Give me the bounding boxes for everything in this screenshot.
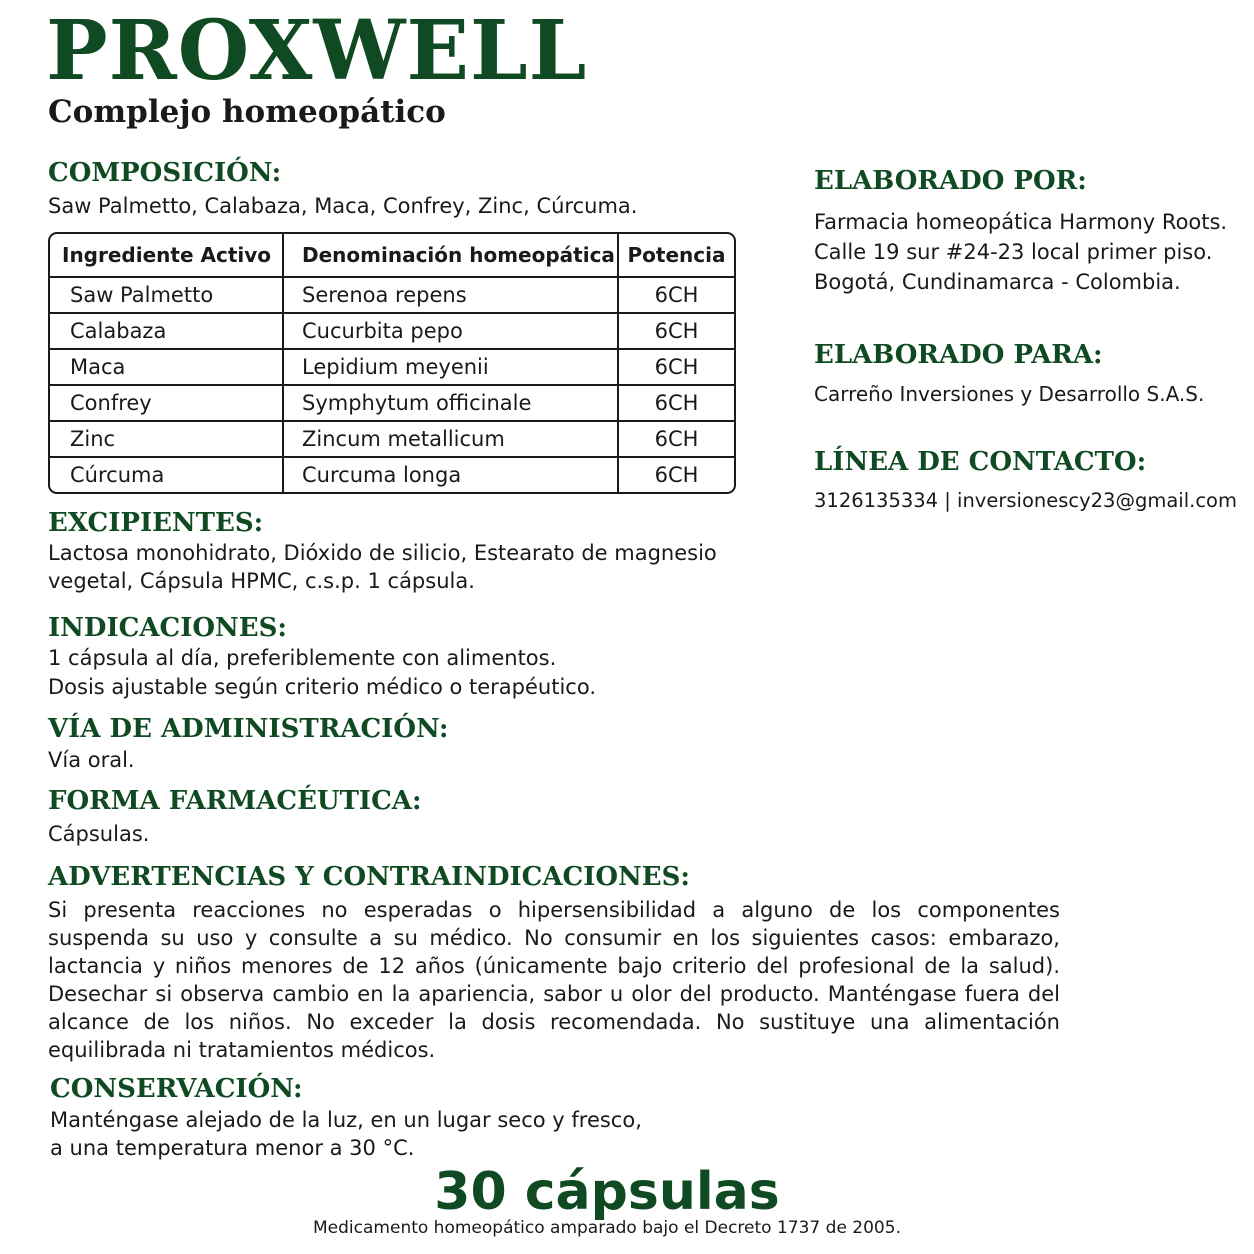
table-header-potency: Potencia	[619, 234, 734, 278]
ingredient-cell: Cúrcuma	[50, 458, 284, 492]
capsule-count: 30 cápsulas	[434, 1162, 780, 1222]
ingredients-table	[48, 232, 736, 494]
made-by-line-3: Bogotá, Cundinamarca - Colombia.	[814, 270, 1181, 294]
denomination-cell: Zincum metallicum	[284, 422, 619, 458]
table-row	[50, 314, 734, 350]
table-row	[50, 350, 734, 386]
made-by-line-1: Farmacia homeopática Harmony Roots.	[814, 210, 1228, 234]
storage-heading: CONSERVACIÓN:	[50, 1074, 303, 1104]
made-by-line-2: Calle 19 sur #24-23 local primer piso.	[814, 240, 1213, 264]
potency-cell: 6CH	[654, 463, 699, 487]
warnings-text: Si presenta reacciones no esperadas o hipersensibilidad a alguno de los componentes suspenda su uso y consulte a su médico. No consumir en los siguientes casos: embarazo, lactancia y niños menores de 12 años (únicamente bajo criterio del profesional de la salud). Desechar si observa cambio en la apariencia, sabor u olor del producto. Manténgase fuera del alcance de los niños. No exceder la dosis recomendada. No sustituye una alimentación equilibrada ni tratamientos médicos.	[48, 898, 1060, 1062]
made-for-text: Carreño Inversiones y Desarrollo S.A.S.	[814, 382, 1205, 406]
form-text: Cápsulas.	[48, 822, 150, 846]
made-for-heading: ELABORADO PARA:	[814, 340, 1103, 370]
table-header-row	[50, 234, 734, 278]
denomination-cell: Cucurbita pepo	[284, 314, 619, 350]
table-header-ingredient: Ingrediente Activo	[50, 234, 284, 278]
composition-text: Saw Palmetto, Calabaza, Maca, Confrey, Zinc, Cúrcuma.	[48, 194, 638, 218]
ingredient-cell: Calabaza	[50, 314, 284, 350]
contact-text: 3126135334 | inversionescy23@gmail.com	[814, 489, 1237, 512]
table-row	[50, 386, 734, 422]
denomination-cell: Symphytum officinale	[284, 386, 619, 422]
table-header-denomination: Denominación homeopática	[284, 234, 619, 278]
potency-cell: 6CH	[619, 314, 734, 350]
denomination-cell: Serenoa repens	[284, 278, 619, 314]
route-heading: VÍA DE ADMINISTRACIÓN:	[48, 714, 449, 744]
excipients-line-1: Lactosa monohidrato, Dióxido de silicio, Estearato de magnesio	[48, 541, 717, 565]
excipients-line-2: vegetal, Cápsula HPMC, c.s.p. 1 cápsula.	[48, 569, 475, 593]
made-by-heading: ELABORADO POR:	[814, 166, 1087, 196]
composition-heading: COMPOSICIÓN:	[48, 158, 282, 188]
ingredient-cell: Saw Palmetto	[50, 278, 284, 314]
table-row	[50, 278, 734, 314]
storage-line-1: Manténgase alejado de la luz, en un lugar seco y fresco,	[50, 1108, 642, 1132]
excipients-heading: EXCIPIENTES:	[48, 508, 264, 538]
form-heading: FORMA FARMACÉUTICA:	[48, 786, 422, 816]
ingredient-cell: Zinc	[50, 422, 284, 458]
warnings-heading: ADVERTENCIAS Y CONTRAINDICACIONES:	[48, 862, 691, 892]
route-text: Vía oral.	[48, 748, 135, 772]
ingredient-cell: Maca	[50, 350, 284, 386]
potency-cell: 6CH	[619, 386, 734, 422]
storage-line-2: a una temperatura menor a 30 °C.	[50, 1136, 415, 1160]
table-row	[50, 458, 734, 492]
denomination-cell: Curcuma longa	[284, 458, 619, 492]
table-row	[50, 422, 734, 458]
contact-heading: LÍNEA DE CONTACTO:	[814, 447, 1147, 477]
denomination-cell: Lepidium meyenii	[284, 350, 619, 386]
indications-line-2: Dosis ajustable según criterio médico o terapéutico.	[48, 675, 596, 699]
legal-note: Medicamento homeopático amparado bajo el Decreto 1737 de 2005.	[313, 1218, 901, 1238]
potency-cell: 6CH	[619, 350, 734, 386]
product-subtitle: Complejo homeopático	[48, 94, 446, 130]
ingredient-cell: Confrey	[50, 386, 284, 422]
potency-cell: 6CH	[619, 422, 734, 458]
indications-line-1: 1 cápsula al día, preferiblemente con alimentos.	[48, 646, 557, 670]
indications-heading: INDICACIONES:	[48, 613, 287, 643]
brand-name: PROXWELL	[46, 3, 588, 99]
potency-cell: 6CH	[619, 278, 734, 314]
